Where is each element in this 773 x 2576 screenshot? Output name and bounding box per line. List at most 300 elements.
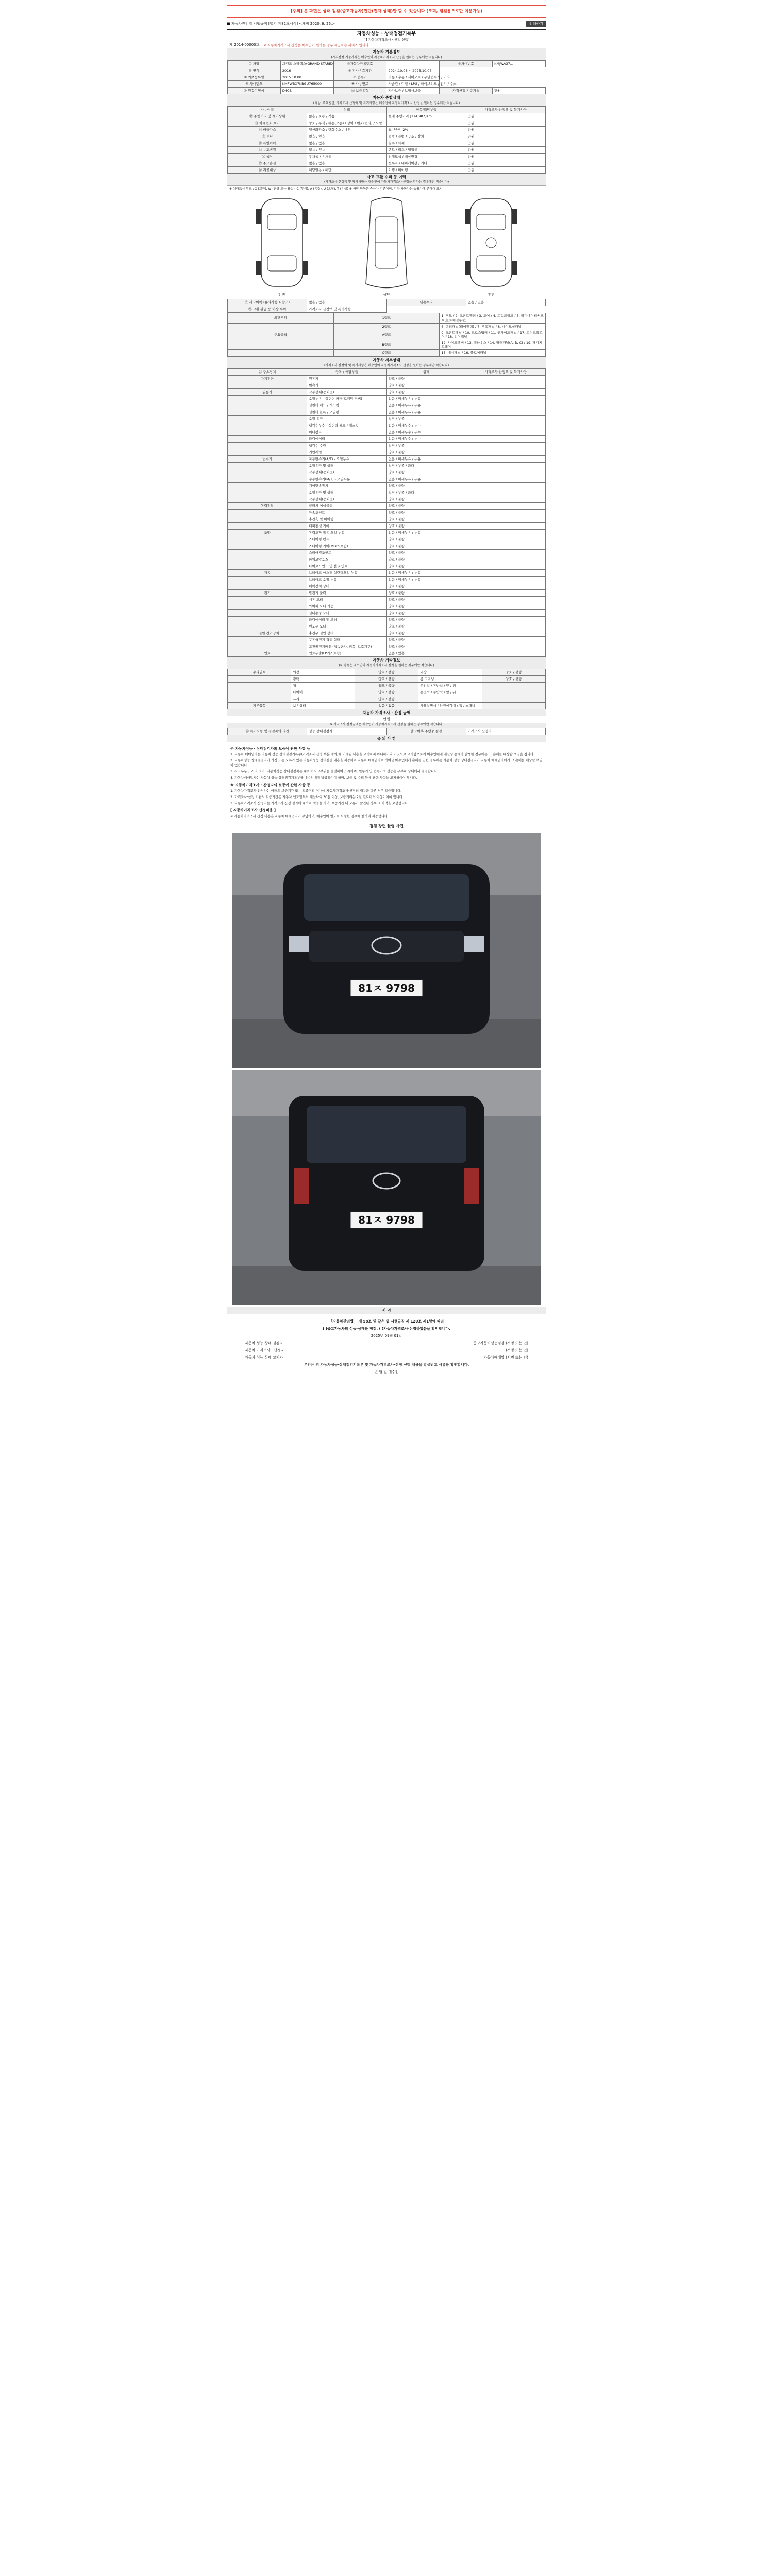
accident-table <box>227 299 546 313</box>
panel-rank-cell: B랭크 <box>333 340 440 349</box>
status-row <box>228 154 546 160</box>
detail-price-cell <box>466 443 545 449</box>
detail-group-cell <box>228 603 307 610</box>
options-cell <box>228 675 291 682</box>
detail-status-cell: 양호 / 불량 <box>386 550 466 556</box>
detail-item-cell: 파워고압호스 <box>307 556 386 563</box>
detail-status-cell: 없음 / 미세누유 / 누유 <box>386 476 466 483</box>
detail-group-cell <box>228 543 307 550</box>
detail-group-cell <box>228 416 307 422</box>
form-subtitle: [ ] 자동차가격조사 · 산정 선택] <box>363 38 410 42</box>
detail-title: 자동차 세부상태 <box>227 357 546 363</box>
basic-cell: D4CB <box>280 88 333 94</box>
opinion-cell: ㉔ 특기사항 및 점검자의 의견 <box>228 728 307 735</box>
basic-cell: ④ 연식 <box>228 67 281 74</box>
status-cell: 현재 주행거리 [174,987]Km <box>386 113 466 120</box>
detail-price-cell <box>466 449 545 456</box>
detail-price-cell <box>466 396 545 402</box>
status-cell: 전체도색 / 색상변경 <box>386 154 466 160</box>
detail-item-cell: 작동상태(공회전) <box>307 389 386 396</box>
detail-status-cell: 양호 / 불량 <box>386 556 466 563</box>
signature-row <box>229 1354 544 1361</box>
detail-item-cell: 오일유량 및 상태 <box>307 463 386 469</box>
caution-paragraph: 3. 사고유무 표시의 의미: 자동차성능·상태점검자는 대표적 사고부위를 점검하여 표시하며, 원동기 및 변속기의 성능은 무부하 상태에서 점검합니다. <box>230 770 439 774</box>
accident-row <box>228 299 546 306</box>
detail-group-cell <box>228 402 307 409</box>
detail-item-cell: 스티어링 기어(MDPS포함) <box>307 543 386 550</box>
options-cell: 양호 / 불량 <box>355 675 418 682</box>
detail-status-cell: 적정 / 부족 / 과다 <box>386 463 466 469</box>
detail-group-cell <box>228 396 307 402</box>
basic-cell: ⑩ 원동기형식 <box>228 88 281 94</box>
detail-row <box>228 643 546 650</box>
panel-group-cell: 외판부위 <box>228 313 334 323</box>
detail-item-cell: 배력장치 상태 <box>307 583 386 590</box>
basic-cell: ⑧ 차대번호 <box>228 81 281 88</box>
vehicle-photo-front <box>232 833 541 1068</box>
status-cell: 없음 / 있음 <box>307 160 386 167</box>
basic-cell <box>386 61 440 67</box>
signature-block <box>227 1314 546 1380</box>
detail-group-cell <box>228 623 307 630</box>
panel-row <box>228 330 546 340</box>
status-cell: ⑭ 배출가스 <box>228 127 307 133</box>
detail-header-row <box>228 369 546 376</box>
signature-role: 자동차 가격조사 · 산정자 <box>245 1348 284 1353</box>
detail-group-cell <box>228 476 307 483</box>
detail-price-cell <box>466 650 545 657</box>
options-cell <box>482 696 545 702</box>
options-cell: 외장 <box>291 669 355 675</box>
detail-group-cell <box>228 577 307 583</box>
options-cell: 양호 / 불량 <box>482 675 545 682</box>
options-table <box>227 669 546 709</box>
status-cell: 없음 / 있음 <box>307 147 386 154</box>
detail-row <box>228 523 546 530</box>
options-note: (※ 항목은 매수인이 자동차가격조사·산정을 원하는 경우에만 적습니다) <box>227 664 546 669</box>
detail-price-cell <box>466 489 545 496</box>
detail-group-cell <box>228 550 307 556</box>
form-reference: ■ 자동차관리법 시행규칙 [별지 제82호서식] <개정 2020. 6. 26.> <box>227 22 335 26</box>
detail-price-cell <box>466 483 545 489</box>
record-form <box>227 29 546 1380</box>
options-cell <box>418 696 482 702</box>
detail-price-cell <box>466 429 545 436</box>
detail-group-cell: 동력전달 <box>228 503 307 510</box>
basic-cell: ⑦ 변속기 <box>333 74 386 81</box>
status-cell: 해당없음 / 해당 <box>307 167 386 174</box>
detail-group-cell <box>228 422 307 429</box>
detail-row <box>228 630 546 637</box>
detail-item-cell: 실내송풍 모터 <box>307 610 386 617</box>
panel-row <box>228 340 546 349</box>
detail-row <box>228 577 546 583</box>
detail-price-cell <box>466 643 545 650</box>
detail-row <box>228 483 546 489</box>
diagram-label-front: 전면 <box>278 293 285 297</box>
status-row <box>228 140 546 147</box>
detail-price-cell <box>466 382 545 389</box>
signature-field[interactable]: (서명 또는 인) <box>506 1348 528 1353</box>
opinion-row <box>228 728 546 735</box>
panel-group-cell <box>228 323 334 330</box>
options-row <box>228 689 546 696</box>
options-cell: 기본품목 <box>228 702 291 709</box>
status-cell: 일산화탄소 / 탄화수소 / 매연 <box>307 127 386 133</box>
status-cell: 무채색 / 유채색 <box>307 154 386 160</box>
detail-group-cell <box>228 510 307 516</box>
basic-row <box>228 88 546 94</box>
detail-item-cell: 와이퍼 모터 기능 <box>307 603 386 610</box>
panel-group-cell <box>228 340 334 349</box>
status-cell: ⑳ 리콜대상 <box>228 167 307 174</box>
detail-status-cell: 없음 / 미세누유 / 누유 <box>386 402 466 409</box>
detail-price-cell <box>466 563 545 570</box>
detail-status-cell: 없음 / 미세누유 / 누유 <box>386 570 466 577</box>
status-row <box>228 167 546 174</box>
detail-status-cell: 양호 / 불량 <box>386 523 466 530</box>
detail-price-cell <box>466 577 545 583</box>
detail-item-cell: 구동축전지 격리 상태 <box>307 637 386 643</box>
detail-price-cell <box>466 389 545 396</box>
detail-price-cell <box>466 416 545 422</box>
detail-group-cell <box>228 463 307 469</box>
opinion-cell: 출고이후 주행중 점검 <box>386 728 466 735</box>
detail-item-cell: 변속기 <box>307 382 386 389</box>
signature-date: 2025년 09월 01일 <box>371 1334 402 1338</box>
panel-rank-cell: 1랭크 <box>333 313 440 323</box>
detail-price-cell <box>466 463 545 469</box>
options-cell: 양호 / 불량 <box>355 696 418 702</box>
detail-group-cell <box>228 597 307 603</box>
signature-lead2: ( )중고자동차의 성능·상태를 점검, ( )자동차가격조사·산정하였음을 확인합니다. <box>323 1327 450 1331</box>
detail-group-cell <box>228 516 307 523</box>
panel-parts-cell: 9. 프론트패널 / 10. 크로스멤버 / 11. 인사이드패널 / 17. 트렁크플로어 / 18. 리어패널 <box>440 330 546 340</box>
detail-item-cell: 연료누출(LP가스포함) <box>307 650 386 657</box>
detail-status-cell: 없음 / 미세누수 / 누수 <box>386 429 466 436</box>
car-top-diagram <box>350 194 423 292</box>
status-cell: ⑱ 색상 <box>228 154 307 160</box>
status-row <box>228 147 546 154</box>
accident-cell: 가격조사·산정액 및 특기사항 <box>307 306 386 313</box>
detail-status-cell: 양호 / 불량 <box>386 623 466 630</box>
signature-receiver: 년 월 일 매수인 <box>374 1370 399 1375</box>
detail-row <box>228 597 546 603</box>
basic-cell: 만원 <box>493 88 546 94</box>
panel-row <box>228 323 546 330</box>
detail-price-cell <box>466 436 545 443</box>
detail-status-cell: 양호 / 불량 <box>386 389 466 396</box>
caution-paragraph: 3. 자동차가격조사·산정자는 가격조사·산정 결과에 대하여 책임을 지며, 보증기간 내 오류가 발견된 경우 그 차액을 보상합니다. <box>230 802 409 806</box>
car-rear-diagram <box>455 194 527 292</box>
caution-heading-2: ※ 자동차가격조사 · 산정자의 보증에 관한 사항 등 <box>230 783 311 787</box>
detail-group-cell: 전기 <box>228 590 307 597</box>
detail-group-cell <box>228 429 307 436</box>
options-cell: 운전석 / 동반석 / 앞 / 뒤 <box>418 682 482 689</box>
status-cell: ⑰ 용도변경 <box>228 147 307 154</box>
detail-status-cell: 없음 / 미세누수 / 누수 <box>386 422 466 429</box>
detail-status-cell: 양호 / 불량 <box>386 590 466 597</box>
status-cell: 이행 / 미이행 <box>386 167 466 174</box>
basic-row <box>228 61 546 67</box>
basic-cell: 그랜드 스타렉스(GRAND STAREX) <box>280 61 333 67</box>
options-cell <box>228 689 291 696</box>
basic-cell: ① 차명 <box>228 61 281 67</box>
detail-status-cell: 양호 / 불량 <box>386 510 466 516</box>
signature-role: 자동차 성능 상태 점검자 <box>245 1341 283 1346</box>
print-button[interactable]: 인쇄하기 <box>526 21 546 27</box>
status-cell: 만원 <box>466 160 545 167</box>
detail-status-cell: 양호 / 불량 <box>386 503 466 510</box>
detail-price-cell <box>466 530 545 536</box>
opinion-cell: 가격조사·산정자 <box>466 728 545 735</box>
accident-row <box>228 306 546 313</box>
detail-row <box>228 536 546 543</box>
detail-item-cell: 스티어링조인트 <box>307 550 386 556</box>
options-cell: 운전석 / 동반석 / 앞 / 뒤 <box>418 689 482 696</box>
detail-row <box>228 389 546 396</box>
detail-header-cell: 가격조사·산정액 및 특기사항 <box>466 369 545 376</box>
status-cell: 침수 / 화재 <box>386 140 466 147</box>
detail-item-cell: 실린더 블록 / 오일팬 <box>307 409 386 416</box>
detail-group-cell: 변속기 <box>228 456 307 463</box>
caution-paragraph: 2. 가격조사·산정 기관의 보증기간은 자동차 인도일부터 계산하여 30일 이상, 보증거리는 2천 킬로미터 이상이어야 합니다. <box>230 795 404 799</box>
detail-item-cell: 동력조향 작동 오일 누유 <box>307 530 386 536</box>
basic-cell: ⑤ 검사유효기간 <box>333 67 386 74</box>
options-cell <box>228 696 291 702</box>
basic-cell: ②자동차등록번호 <box>333 61 386 67</box>
detail-row <box>228 476 546 483</box>
detail-group-cell: 연료 <box>228 650 307 657</box>
basic-cell: 2015.10.08 <box>280 74 333 81</box>
detail-row <box>228 637 546 643</box>
basic-cell: ⑥ 최초등록일 <box>228 74 281 81</box>
options-cell <box>482 689 545 696</box>
status-row <box>228 127 546 133</box>
status-cell: ⑮ 튜닝 <box>228 133 307 140</box>
status-cell: 만원 <box>466 113 545 120</box>
detail-group-cell <box>228 643 307 650</box>
status-cell: ⑯ 특별이력 <box>228 140 307 147</box>
basic-info-title: 자동차 기본정보 <box>227 48 546 55</box>
detail-price-cell <box>466 623 545 630</box>
panel-rank-cell: 2랭크 <box>333 323 440 330</box>
detail-status-cell: 적정 / 부족 / 과다 <box>386 489 466 496</box>
status-note: (색상, 주요옵션, 가격조사·산정액 및 특기사항은 매수인이 자동차가격조사·산정을 원하는 경우에만 적습니다) <box>227 101 546 107</box>
detail-status-cell: 없음 / 미세누유 / 누유 <box>386 396 466 402</box>
price-value: 만원 <box>383 717 390 722</box>
detail-group-cell <box>228 617 307 623</box>
status-row <box>228 160 546 167</box>
detail-price-cell <box>466 590 545 597</box>
detail-group-cell <box>228 443 307 449</box>
caution-heading-1: ※ 자동차성능 · 상태점검자의 보증에 관한 사항 등 <box>230 746 311 751</box>
basic-cell: 자가보증 / 보험사보증 <box>386 88 440 94</box>
accident-cell: 없음 / 있음 <box>466 299 545 306</box>
detail-price-cell <box>466 617 545 623</box>
status-cell: %, PPM, 2% <box>386 127 466 133</box>
detail-status-cell: 적정 / 부족 <box>386 443 466 449</box>
detail-group-cell <box>228 637 307 643</box>
detail-status-cell: 양호 / 불량 <box>386 610 466 617</box>
options-cell: 휠 <box>291 682 355 689</box>
detail-item-cell: 수동변속기(M/T) - 오일누유 <box>307 476 386 483</box>
basic-cell: ③차대번호 <box>440 61 493 67</box>
detail-group-cell <box>228 536 307 543</box>
document-header <box>227 21 546 27</box>
basic-cell: 가격산정 기준가격 <box>440 88 493 94</box>
detail-status-cell: 양호 / 불량 <box>386 643 466 650</box>
options-cell <box>482 702 545 709</box>
detail-price-cell <box>466 422 545 429</box>
accident-cell: ㉒ 교환·판금 등 이상 부위 <box>228 306 307 313</box>
detail-row <box>228 550 546 556</box>
detail-status-cell: 양호 / 불량 <box>386 516 466 523</box>
status-cell: 만원 <box>466 127 545 133</box>
detail-item-cell: 원동기 <box>307 376 386 382</box>
panel-parts-cell: 6. 쿼터패널(리어휀더) / 7. 루프패널 / 8. 사이드실패널 <box>440 323 546 330</box>
panel-parts-cell: 15. 대쉬패널 / 16. 플로어패널 <box>440 350 546 357</box>
detail-group-cell <box>228 523 307 530</box>
status-cell: 없음 / 있음 <box>307 140 386 147</box>
caution-paragraph: 2. 자동차성능·상태점검자가 거짓 또는 오류가 있는 자동차성능·상태점검 내용을 제공하여 자동차 매매업자로 하여금 매수인에게 손해를 입힌 경우에는 자동차 성능·상태점검자가 자동차 매매업자에게 그 손해를 배상할 책임이 있습니다. <box>230 759 543 768</box>
status-header-cell: 사용이력 <box>228 107 307 113</box>
detail-row <box>228 650 546 657</box>
status-cell: 만원 <box>466 120 545 127</box>
status-cell: 만원 <box>466 167 545 174</box>
detail-row <box>228 543 546 550</box>
diagram-label-top: 상단 <box>383 293 390 297</box>
detail-item-cell: 오일유량 및 상태 <box>307 489 386 496</box>
status-cell: 양호 / 부식 / 훼손(오손) / 상이 / 변조(변타) / 도말 <box>307 120 386 127</box>
detail-group-cell: 제동 <box>228 570 307 577</box>
detail-group-cell <box>228 483 307 489</box>
detail-group-cell: 고전원 전기장치 <box>228 630 307 637</box>
detail-status-cell: 없음 / 있음 <box>386 650 466 657</box>
detail-price-cell <box>466 556 545 563</box>
detail-item-cell: 시동 모터 <box>307 597 386 603</box>
detail-row <box>228 489 546 496</box>
status-row <box>228 133 546 140</box>
detail-status-cell: 양호 / 불량 <box>386 536 466 543</box>
options-cell: 수리필요 <box>228 669 291 675</box>
detail-status-cell: 없음 / 미세누유 / 누유 <box>386 409 466 416</box>
detail-row <box>228 590 546 597</box>
notice-banner: [주의] 본 화면은 상태 점검(중고자동차)진단(전자 상태)만 할 수 있습니다 (조회, 점검용으로만 이용가능) <box>227 5 546 18</box>
detail-status-cell: 양호 / 불량 <box>386 469 466 476</box>
panel-group-cell <box>228 350 334 357</box>
status-row <box>228 113 546 120</box>
detail-price-cell <box>466 402 545 409</box>
detail-price-cell <box>466 469 545 476</box>
accident-legend: ※ 상태표시 부호 : X (교환), W (판금 또는 용접), C (부식), A (흠집), U (요철), T (손상) ※ 하단 항목은 승용차 기준이며, 기타 자동차는 승용차에 준하여 표시 <box>227 185 546 192</box>
panel-rank-cell: C랭크 <box>333 350 440 357</box>
detail-item-cell: 커먼레일 <box>307 449 386 456</box>
detail-item-cell: 기어변속장치 <box>307 483 386 489</box>
panel-parts-cell: 1. 후드 / 2. 프론트휀더 / 3. 도어 / 4. 트렁크리드 / 5. 라디에이터서포트(볼트체결부품) <box>440 313 546 323</box>
options-cell: 양호 / 불량 <box>355 689 418 696</box>
detail-group-cell <box>228 583 307 590</box>
detail-row <box>228 623 546 630</box>
panel-rank-table <box>227 313 546 357</box>
status-cell: 선루프 / 내비게이션 / 기타 <box>386 160 466 167</box>
status-header-cell: 상태 <box>307 107 386 113</box>
status-cell: 없음 / 있음 <box>307 133 386 140</box>
basic-row <box>228 74 546 81</box>
basic-cell: 자동 / 수동 / 세미오토 / 무단변속기 / 기타 <box>386 74 440 81</box>
detail-row <box>228 396 546 402</box>
detail-row <box>228 510 546 516</box>
detail-item-cell: 충전구 절연 상태 <box>307 630 386 637</box>
status-cell: 적법 / 불법 / 구조 / 장치 <box>386 133 466 140</box>
panel-row <box>228 313 546 323</box>
options-cell: 타이어 <box>291 689 355 696</box>
signature-field[interactable]: 자동차매매업 (서명 또는 인) <box>483 1355 528 1360</box>
detail-row <box>228 503 546 510</box>
basic-row <box>228 81 546 88</box>
detail-group-cell <box>228 610 307 617</box>
detail-item-cell: 라디에이터 <box>307 436 386 443</box>
detail-row <box>228 516 546 523</box>
detail-price-cell <box>466 550 545 556</box>
basic-info-note: (가격산정 기준가격은 매수인이 자동차가격조사·산정을 원하는 경우에만 적습니다) <box>227 56 546 61</box>
car-diagrams <box>227 192 546 299</box>
detail-item-cell: 고전원전기배선 (접속단자, 피복, 보호기구) <box>307 643 386 650</box>
document-number: 제 2014-00000호 <box>229 43 260 47</box>
opinion-cell: 성능·상태점검자 <box>307 728 386 735</box>
detail-row <box>228 402 546 409</box>
signature-field[interactable]: 중고자동차성능점검 (서명 또는 인) <box>473 1341 528 1346</box>
options-row <box>228 682 546 689</box>
detail-row <box>228 456 546 463</box>
detail-price-cell <box>466 516 545 523</box>
form-title: 자동차성능 · 상태점검기록부 <box>357 31 416 37</box>
plate-text-rear: 81ㅈ 9798 <box>358 1213 415 1226</box>
detail-row <box>228 603 546 610</box>
detail-row <box>228 556 546 563</box>
options-cell: 보유상태 <box>291 702 355 709</box>
signature-tail: 본인은 위 자동차성능·상태점검기록부 및 자동차가격조사·산정 선택 내용을 발급받고 서류를 확인합니다. <box>304 1363 469 1367</box>
price-note: ※ 가격조사·산정금액은 매수인이 자동차가격조사·산정을 원하는 경우에만 적습니다. <box>227 723 546 728</box>
detail-item-cell: 발전기 출력 <box>307 590 386 597</box>
detail-item-cell: 실린더 헤드 / 개스킷 <box>307 402 386 409</box>
status-cell: 만원 <box>466 133 545 140</box>
detail-row <box>228 436 546 443</box>
detail-group-cell <box>228 556 307 563</box>
detail-status-cell: 양호 / 불량 <box>386 583 466 590</box>
detail-item-cell: 디퍼렌셜 기어 <box>307 523 386 530</box>
signature-row <box>229 1347 544 1354</box>
status-table <box>227 106 546 174</box>
status-cell: 만원 <box>466 147 545 154</box>
options-cell: 광택 <box>291 675 355 682</box>
basic-cell: ⑪ 보증유형 <box>333 88 386 94</box>
detail-group-cell <box>228 496 307 503</box>
detail-price-cell <box>466 409 545 416</box>
detail-item-cell: 워터펌프 <box>307 429 386 436</box>
basic-cell: KMJWA37... <box>493 61 546 67</box>
detail-status-cell: 양호 / 불량 <box>386 496 466 503</box>
panel-rank-cell: A랭크 <box>333 330 440 340</box>
detail-item-cell: 냉각수 수량 <box>307 443 386 449</box>
panel-parts-cell: 12. 사이드멤버 / 13. 휠하우스 / 14. 필러패널(A, B, C) / 19. 패키지트레이 <box>440 340 546 349</box>
detail-item-cell: 스티어링 펌프 <box>307 536 386 543</box>
options-cell: 사용설명서 / 안전삼각대 / 잭 / 스패너 <box>418 702 482 709</box>
basic-cell: KMFWBX7KBGU765000 <box>280 81 333 88</box>
options-cell: 양호 / 불량 <box>355 669 418 675</box>
status-cell <box>386 120 466 127</box>
detail-group-cell: 자기진단 <box>228 376 307 382</box>
